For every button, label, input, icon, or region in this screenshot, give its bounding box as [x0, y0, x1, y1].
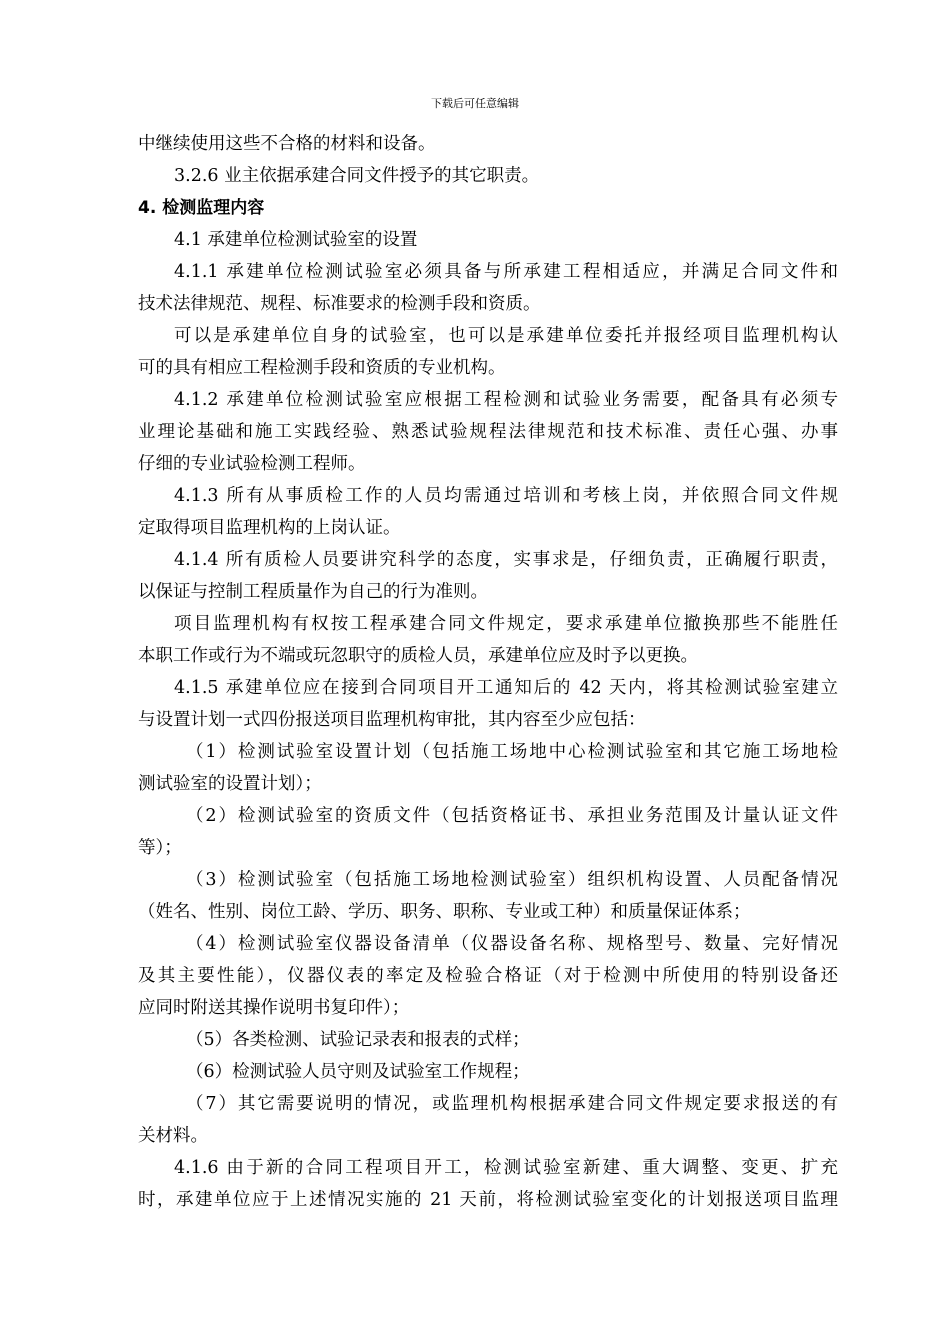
text-line: （2）检测试验室的资质文件（包括资格证书、承担业务范围及计量认证文件: [186, 806, 838, 826]
text-line: 3.2.6 业主依据承建合同文件授予的其它职责。: [174, 166, 540, 186]
text-line: 4.1.3 所有从事质检工作的人员均需通过培训和考核上岗，并依照合同文件规: [174, 486, 838, 506]
text-line: 4.1 承建单位检测试验室的设置: [174, 230, 418, 250]
text-line: 时，承建单位应于上述情况实施的 21 天前，将检测试验室变化的计划报送项目监理: [138, 1190, 838, 1210]
text-line: 以保证与控制工程质量作为自己的行为准则。: [138, 582, 488, 602]
text-line: 4.1.5 承建单位应在接到合同项目开工通知后的 42 天内，将其检测试验室建立: [174, 678, 838, 698]
text-line: 应同时附送其操作说明书复印件）；: [138, 998, 410, 1018]
text-line: 技术法律规范、规程、标准要求的检测手段和资质。: [138, 294, 541, 314]
text-line: 与设置计划一式四份报送项目监理机构审批，其内容至少应包括：: [138, 710, 646, 730]
section-heading: 4. 检测监理内容: [138, 198, 265, 218]
text-line: 关材料。: [138, 1126, 208, 1146]
text-line: （3）检测试验室（包括施工场地检测试验室）组织机构设置、人员配备情况: [186, 870, 838, 890]
text-line: 本职工作或行为不端或玩忽职守的质检人员，承建单位应及时予以更换。: [138, 646, 698, 666]
text-line: 业理论基础和施工实践经验、熟悉试验规程法律规范和技术标准、责任心强、办事: [138, 422, 838, 442]
text-line: 仔细的专业试验检测工程师。: [138, 454, 366, 474]
text-line: 可的具有相应工程检测手段和资质的专业机构。: [138, 358, 506, 378]
text-line: 4.1.6 由于新的合同工程项目开工，检测试验室新建、重大调整、变更、扩充: [174, 1158, 838, 1178]
text-line: 4.1.1 承建单位检测试验室必须具备与所承建工程相适应，并满足合同文件和: [174, 262, 838, 282]
text-line: 测试验室的设置计划）；: [138, 774, 322, 794]
text-line: 4.1.2 承建单位检测试验室应根据工程检测和试验业务需要，配备具有必须专: [174, 390, 838, 410]
text-line: 项目监理机构有权按工程承建合同文件规定，要求承建单位撤换那些不能胜任: [174, 614, 838, 634]
text-line: 定取得项目监理机构的上岗认证。: [138, 518, 401, 538]
text-line: （姓名、性别、岗位工龄、学历、职务、职称、专业或工种）和质量保证体系；: [138, 902, 751, 922]
text-line: 及其主要性能），仪器仪表的率定及检验合格证（对于检测中所使用的特别设备还: [138, 966, 838, 986]
page-header-note: 下载后可任意编辑: [431, 97, 519, 110]
text-line: 等）；: [138, 838, 182, 858]
text-line: （6）检测试验人员守则及试验室工作规程；: [186, 1062, 530, 1082]
text-line: 可以是承建单位自身的试验室，也可以是承建单位委托并报经项目监理机构认: [174, 326, 838, 346]
text-line: （7）其它需要说明的情况，或监理机构根据承建合同文件规定要求报送的有: [186, 1094, 838, 1114]
document-body: [138, 128, 838, 1216]
text-line: 中继续使用这些不合格的材料和设备。: [138, 134, 436, 154]
text-line: （1）检测试验室设置计划（包括施工场地中心检测试验室和其它施工场地检: [186, 742, 838, 762]
text-line: （5）各类检测、试验记录表和报表的式样；: [186, 1030, 530, 1050]
text-line: （4）检测试验室仪器设备清单（仪器设备名称、规格型号、数量、完好情况: [186, 934, 838, 954]
text-line: 4.1.4 所有质检人员要讲究科学的态度，实事求是，仔细负责，正确履行职责，: [174, 550, 838, 570]
